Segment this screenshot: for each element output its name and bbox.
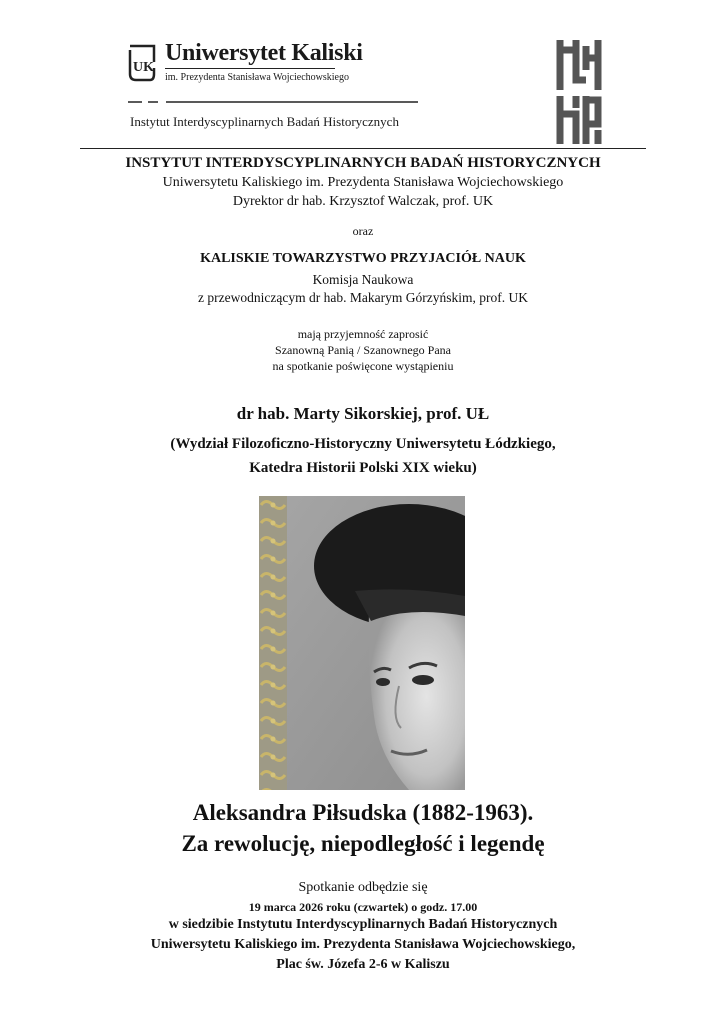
iibh-monogram-icon <box>556 40 602 144</box>
speaker-name: dr hab. Marty Sikorskiej, prof. UŁ <box>236 404 490 423</box>
invitation-line-1: mają przyjemność zaprosić <box>297 327 429 341</box>
institute-title: INSTYTUT INTERDYSCYPLINARNYCH BADAŃ HISTORYCZNYCH <box>125 155 601 171</box>
lecture-title-line-2: Za rewolucję, niepodległość i legendę <box>181 831 545 856</box>
portrait-photo <box>259 496 465 790</box>
invitation-line-3: na spotkanie poświęcone wystąpieniu <box>272 359 454 373</box>
society-title: KALISKIE TOWARZYSTWO PRZYJACIÓŁ NAUK <box>200 251 526 266</box>
lecture-title-line-1: Aleksandra Piłsudska (1882-1963). <box>192 800 534 825</box>
speaker-affiliation-2: Katedra Historii Polski XIX wieku) <box>249 460 477 476</box>
details-intro: Spotkanie odbędzie się <box>298 880 428 895</box>
svg-text:UK: UK <box>133 60 154 75</box>
university-name: Uniwersytet Kaliski <box>165 40 363 66</box>
institute-university: Uniwersytetu Kaliskiego im. Prezydenta Stanisława Wojciechowskiego <box>162 175 564 190</box>
venue-line-3: Plac św. Józefa 2-6 w Kaliszu <box>276 957 450 972</box>
institute-name-small: Instytut Interdyscyplinarnych Badań Historycznych <box>130 114 399 129</box>
institute-director: Dyrektor dr hab. Krzysztof Walczak, prof. UK <box>232 194 494 209</box>
event-date: 19 marca 2026 roku (czwartek) o godz. 17.00 <box>248 900 478 914</box>
university-subtitle: im. Prezydenta Stanisława Wojciechowskiego <box>165 72 349 83</box>
header-divider <box>165 68 335 69</box>
society-chair: z przewodniczącym dr hab. Makarym Górzyńskim, prof. UK <box>198 290 528 305</box>
venue-line-1: w siedzibie Instytutu Interdyscyplinarnych Badań Historycznych <box>168 917 558 932</box>
society-committee: Komisja Naukowa <box>312 272 414 287</box>
top-rule <box>80 148 646 149</box>
uk-monogram-icon <box>128 44 156 84</box>
venue-line-2: Uniwersytetu Kaliskiego im. Prezydenta Stanisława Wojciechowskiego, <box>150 937 576 952</box>
header-rule <box>128 100 418 104</box>
conjunction: oraz <box>352 224 374 238</box>
speaker-affiliation-1: (Wydział Filozoficzno-Historyczny Uniwersytetu Łódzkiego, <box>170 436 556 452</box>
invitation-line-2: Szanowną Panią / Szanownego Pana <box>275 343 451 357</box>
